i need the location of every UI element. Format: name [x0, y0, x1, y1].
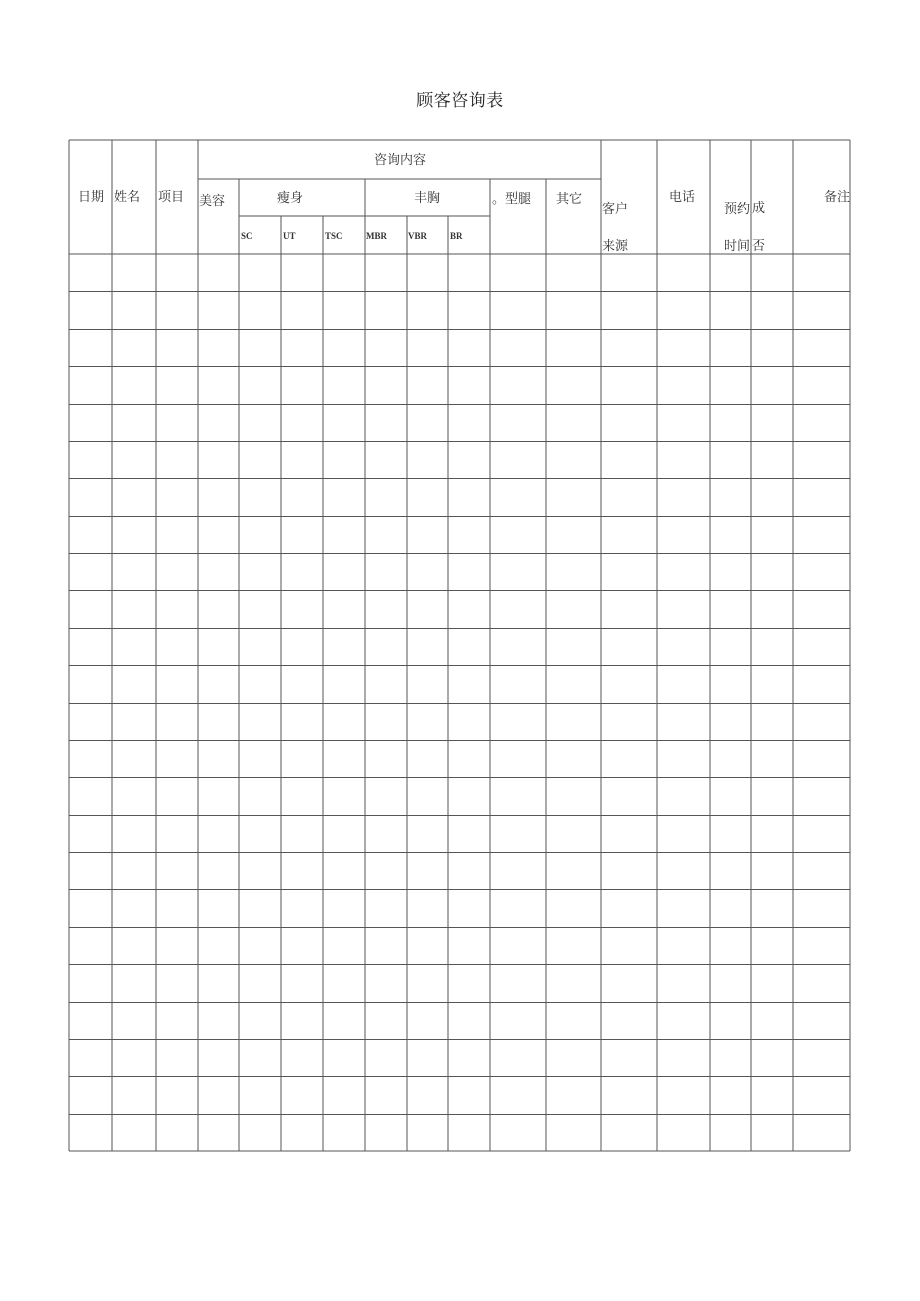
header-beauty: 美容	[199, 194, 226, 209]
subheader-mbr: MBR	[366, 231, 387, 241]
header-appointment-line2: 时间	[724, 239, 751, 254]
header-success-line1: 成	[752, 201, 766, 216]
header-slimming: 瘦身	[277, 191, 304, 206]
header-date: 日期	[78, 190, 105, 205]
subheader-sc: SC	[241, 231, 253, 241]
header-name: 姓名	[114, 190, 141, 205]
header-phone: 电话	[669, 190, 696, 205]
header-appointment-line1: 预约	[724, 202, 751, 217]
subheader-br: BR	[450, 231, 463, 241]
header-success-line2: 否	[752, 239, 766, 254]
header-other: 其它	[556, 192, 583, 207]
header-breast: 丰胸	[414, 191, 441, 206]
page-title: 顾客咨询表	[416, 91, 504, 111]
subheader-ut: UT	[283, 231, 296, 241]
subheader-tsc: TSC	[325, 231, 343, 241]
header-remarks: 备注	[824, 190, 851, 205]
header-source-line1: 客户	[602, 202, 629, 217]
header-project: 项目	[158, 190, 185, 205]
table-grid	[69, 140, 850, 1151]
subheader-vbr: VBR	[408, 231, 428, 241]
header-leg-shaping: 。型腿	[492, 192, 532, 207]
header-consult-content: 咨询内容	[374, 153, 427, 168]
header-source-line2: 来源	[602, 239, 629, 254]
